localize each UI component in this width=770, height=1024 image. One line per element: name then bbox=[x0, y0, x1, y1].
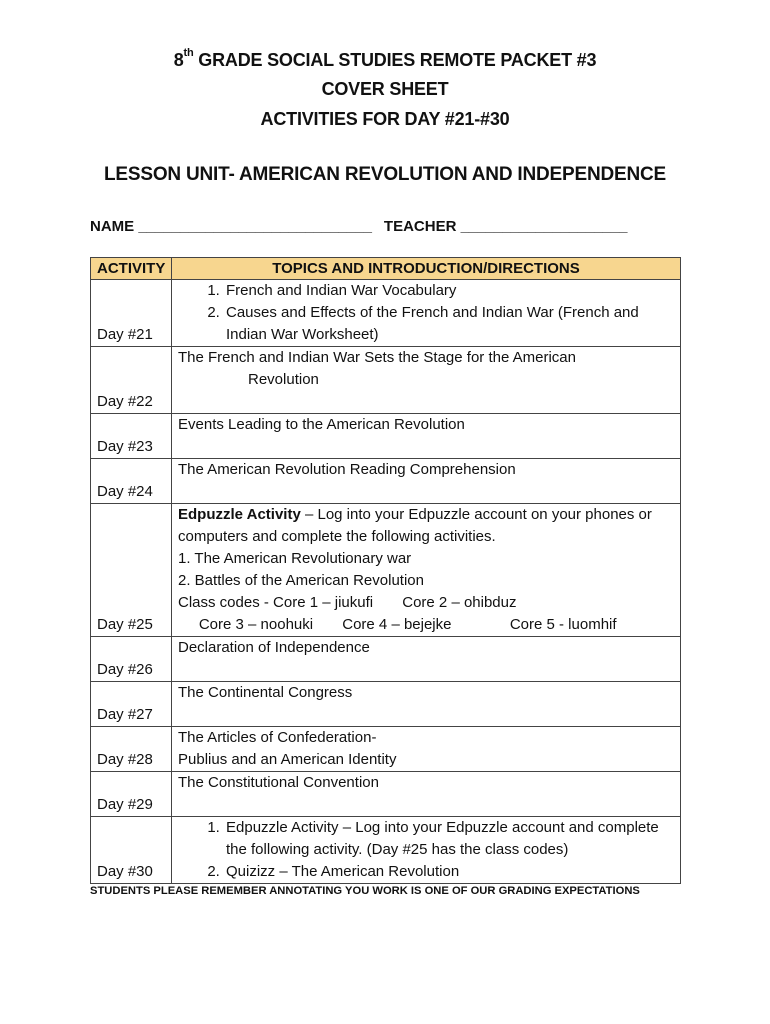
activity-column-header: ACTIVITY bbox=[91, 258, 172, 280]
day-cell: Day #21 bbox=[91, 280, 172, 347]
edpuzzle-directions: – Log into your Edpuzzle account on your phones or computers and complete the following activities. bbox=[178, 506, 652, 545]
list-item: 1. The American Revolutionary war bbox=[178, 550, 412, 567]
topic-cell bbox=[172, 504, 681, 637]
topic-cell: Events Leading to the American Revolution bbox=[172, 414, 681, 459]
table-row bbox=[91, 280, 681, 347]
topic-text: The French and Indian War Sets the Stage for the American bbox=[178, 349, 576, 366]
topic-cell bbox=[172, 817, 681, 884]
topic-cell: The Continental Congress bbox=[172, 682, 681, 727]
topic-list bbox=[178, 817, 674, 883]
class-codes: Core 3 – noohuki Core 4 – bejejke Core 5 - luomhif bbox=[178, 616, 617, 633]
topics-column-header: TOPICS AND INTRODUCTION/DIRECTIONS bbox=[172, 258, 681, 280]
topic-text: The Articles of Confederation- bbox=[178, 729, 377, 746]
topic-list bbox=[178, 280, 674, 346]
table-row bbox=[91, 414, 681, 459]
name-field[interactable]: NAME ____________________________ bbox=[90, 218, 372, 235]
list-item: 1. Edpuzzle Activity – Log into your Edpuzzle account and complete the following activity. (Day #25 has the class codes) bbox=[224, 817, 674, 861]
topic-cell: The American Revolution Reading Comprehension bbox=[172, 459, 681, 504]
day-cell: Day #25 bbox=[91, 504, 172, 637]
table-row bbox=[91, 772, 681, 817]
teacher-field[interactable]: TEACHER ____________________ bbox=[383, 218, 628, 235]
table-row bbox=[91, 682, 681, 727]
table-header-row bbox=[91, 258, 681, 280]
day-cell: Day #27 bbox=[91, 682, 172, 727]
list-item: 1. French and Indian War Vocabulary bbox=[224, 280, 674, 302]
topic-cell bbox=[172, 347, 681, 414]
day-cell: Day #28 bbox=[91, 727, 172, 772]
cover-sheet-heading: COVER SHEET bbox=[321, 79, 449, 99]
activities-heading: ACTIVITIES FOR DAY #21-#30 bbox=[260, 109, 510, 129]
table-row bbox=[91, 637, 681, 682]
table-row bbox=[91, 504, 681, 637]
topic-cell: The Constitutional Convention bbox=[172, 772, 681, 817]
topic-text bbox=[178, 504, 674, 548]
day-cell: Day #24 bbox=[91, 459, 172, 504]
name-teacher-row bbox=[90, 218, 680, 235]
table-row bbox=[91, 817, 681, 884]
table-row bbox=[91, 727, 681, 772]
class-codes: Class codes - Core 1 – jiukufi Core 2 – ohibduz bbox=[178, 594, 517, 611]
topic-cell bbox=[172, 727, 681, 772]
table-row bbox=[91, 347, 681, 414]
topic-cell: Declaration of Independence bbox=[172, 637, 681, 682]
lesson-unit-heading: LESSON UNIT- AMERICAN REVOLUTION AND INDEPENDENCE bbox=[104, 164, 666, 185]
list-item: 2. Causes and Effects of the French and Indian War (French and Indian War Worksheet) bbox=[224, 302, 674, 346]
day-cell: Day #30 bbox=[91, 817, 172, 884]
topic-text: Publius and an American Identity bbox=[178, 751, 397, 768]
activity-table bbox=[90, 257, 681, 884]
topic-cell bbox=[172, 280, 681, 347]
day-cell: Day #29 bbox=[91, 772, 172, 817]
list-item: 2. Battles of the American Revolution bbox=[178, 572, 424, 589]
topic-text: Revolution bbox=[248, 371, 319, 388]
grading-reminder: STUDENTS PLEASE REMEMBER ANNOTATING YOU WORK IS ONE OF OUR GRADING EXPECTATIONS bbox=[90, 885, 640, 897]
edpuzzle-label: Edpuzzle Activity bbox=[178, 506, 301, 523]
day-cell: Day #23 bbox=[91, 414, 172, 459]
day-cell: Day #26 bbox=[91, 637, 172, 682]
packet-title: 8th GRADE SOCIAL STUDIES REMOTE PACKET #3 bbox=[173, 47, 597, 70]
day-cell: Day #22 bbox=[91, 347, 172, 414]
list-item: 2. Quizizz – The American Revolution bbox=[224, 861, 674, 883]
table-row bbox=[91, 459, 681, 504]
